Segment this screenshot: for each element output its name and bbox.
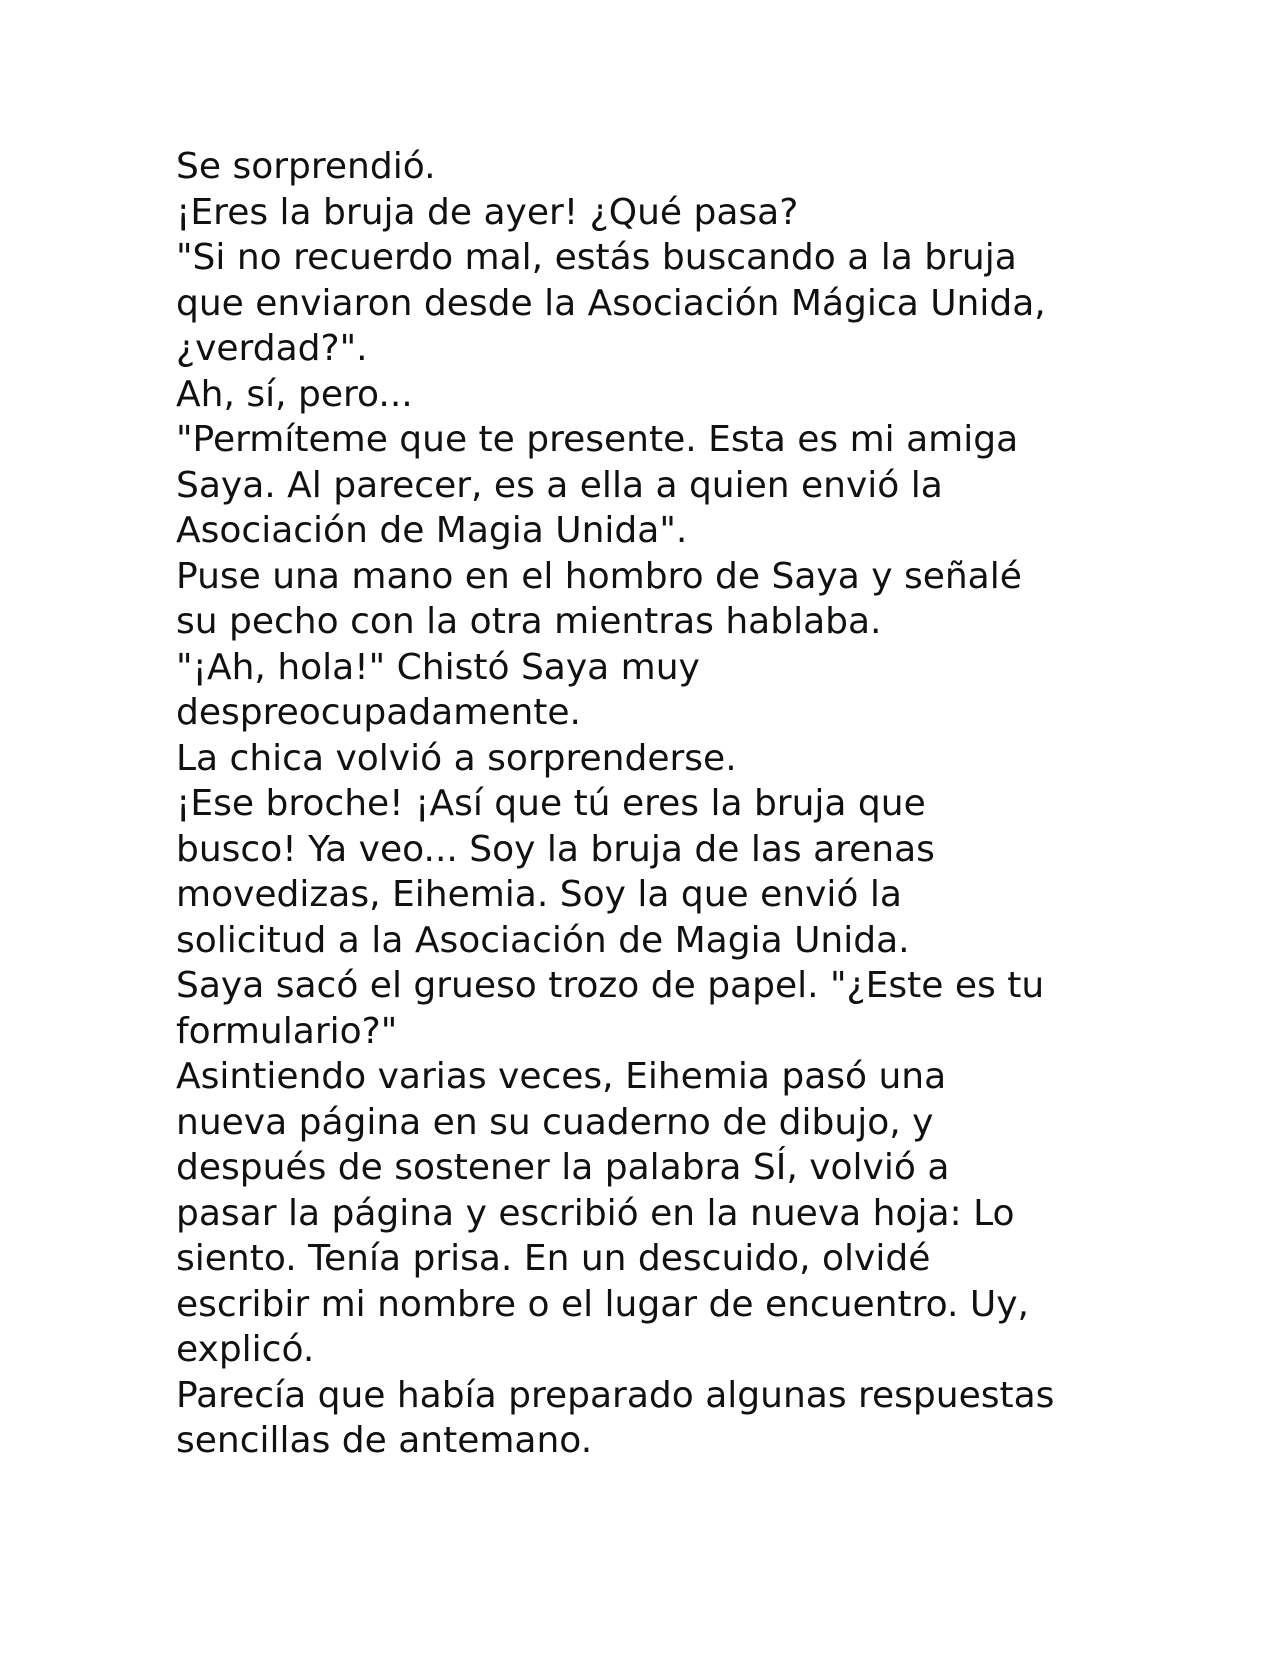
text-line: pasar la página y escribió en la nueva hoja: Lo [176, 1192, 1015, 1234]
text-line: La chica volvió a sorprenderse. [176, 737, 737, 779]
text-line: Parecía que había preparado algunas respuestas [176, 1374, 1055, 1416]
text-line: nueva página en su cuaderno de dibujo, y [176, 1101, 934, 1143]
text-line: formulario?" [176, 1010, 398, 1052]
text-line: Puse una mano en el hombro de Saya y señalé [176, 555, 1022, 597]
text-line: movedizas, Eihemia. Soy la que envió la [176, 874, 902, 915]
body-text [176, 144, 1136, 1464]
text-line: "¡Ah, hola!" Chistó Saya muy [176, 646, 700, 688]
text-line: Saya. Al parecer, es a ella a quien envió la [176, 464, 943, 506]
text-line: ¡Ese broche! ¡Así que tú eres la bruja que [176, 783, 926, 824]
text-line: Saya sacó el grueso trozo de papel. "¿Este es tu [176, 965, 1045, 1006]
text-line: solicitud a la Asociación de Magia Unida. [176, 919, 910, 961]
text-line: "Permíteme que te presente. Esta es mi amiga [176, 419, 1019, 460]
text-line: siento. Tenía prisa. En un descuido, olvidé [176, 1238, 931, 1279]
text-line: Asociación de Magia Unida". [176, 510, 688, 551]
text-line: que enviaron desde la Asociación Mágica Unida, [176, 282, 1046, 324]
text-line: "Si no recuerdo mal, estás buscando a la bruja [176, 237, 1017, 278]
text-line: Se sorprendió. [176, 146, 436, 187]
text-line: Asintiendo varias veces, Eihemia pasó una [176, 1056, 947, 1097]
text-line: Ah, sí, pero... [176, 373, 413, 415]
text-line: explicó. [176, 1329, 315, 1370]
text-line: despreocupadamente. [176, 692, 581, 733]
text-line: sencillas de antemano. [176, 1420, 593, 1461]
text-line: ¿verdad?". [176, 328, 368, 369]
text-line: su pecho con la otra mientras hablaba. [176, 601, 882, 642]
text-line: busco! Ya veo... Soy la bruja de las arenas [176, 828, 935, 870]
text-line: después de sostener la palabra SÍ, volvió a [176, 1147, 950, 1188]
text-line: escribir mi nombre o el lugar de encuentro. Uy, [176, 1283, 1029, 1325]
text-line: ¡Eres la bruja de ayer! ¿Qué pasa? [176, 191, 799, 233]
